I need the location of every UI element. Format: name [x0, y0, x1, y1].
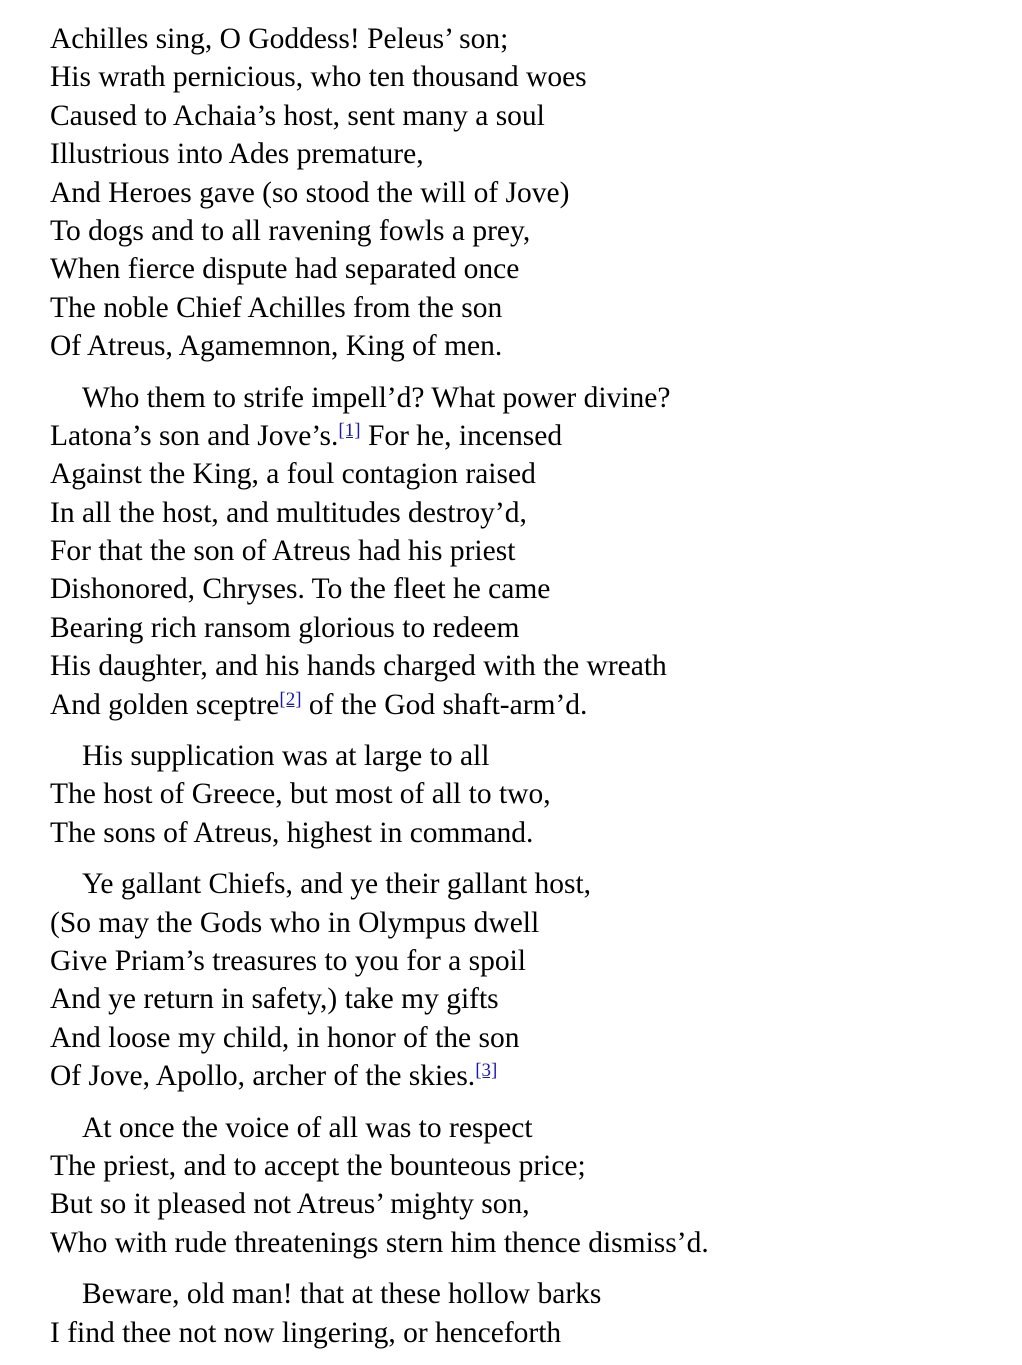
stanza-3 [50, 737, 990, 852]
footnote-link-1[interactable]: [1] [338, 419, 361, 441]
poem-line: His daughter, and his hands charged with the wreath [50, 650, 667, 683]
poem-line: His wrath pernicious, who ten thousand woes [50, 61, 587, 94]
poem-line: And ye return in safety,) take my gifts [50, 983, 499, 1016]
poem-line: And Heroes gave (so stood the will of Jove) [50, 176, 570, 209]
line-text: Of Jove, Apollo, archer of the skies. [50, 1060, 476, 1093]
poem-line: Who them to strife impell’d? What power divine? [82, 381, 671, 414]
poem-body [50, 20, 990, 1365]
line-text: Latona’s son and Jove’s. [50, 419, 339, 452]
line-text: And golden sceptre [50, 688, 280, 721]
footnote-link-2[interactable]: [2] [279, 688, 302, 710]
poem-line: For that the son of Atreus had his priest [50, 535, 516, 568]
poem-line: (So may the Gods who in Olympus dwell [50, 906, 540, 939]
poem-line: The noble Chief Achilles from the son [50, 291, 503, 324]
poem-line-with-footnote [50, 686, 990, 724]
poem-line: Illustrious into Ades premature, [50, 138, 424, 171]
footnote-link-3[interactable]: [3] [475, 1060, 498, 1082]
poem-line: The host of Greece, but most of all to two, [50, 778, 551, 811]
poem-line: The priest, and to accept the bounteous price; [50, 1149, 586, 1182]
poem-line: But so it pleased not Atreus’ mighty son, [50, 1188, 530, 1221]
poem-line: The sons of Atreus, highest in command. [50, 816, 534, 849]
poem-line: I find thee not now lingering, or henceforth [50, 1316, 562, 1349]
poem-line: In all the host, and multitudes destroy’d, [50, 496, 527, 529]
poem-line: Who with rude threatenings stern him thence dismiss’d. [50, 1226, 709, 1259]
stanza-5 [50, 1109, 990, 1263]
stanza-2 [50, 379, 990, 725]
poem-line: Give Priam’s treasures to you for a spoil [50, 944, 527, 977]
poem-line-with-footnote [50, 1057, 990, 1095]
poem-line: And loose my child, in honor of the son [50, 1021, 520, 1054]
stanza-1 [50, 20, 990, 366]
poem-line: Beware, old man! that at these hollow barks [82, 1278, 602, 1311]
poem-line: Ye gallant Chiefs, and ye their gallant host, [82, 868, 592, 901]
poem-line: His supplication was at large to all [82, 740, 490, 773]
poem-line: Caused to Achaia’s host, sent many a soul [50, 99, 545, 132]
stanza-6 [50, 1275, 990, 1352]
line-text: For he, incensed [360, 419, 563, 452]
poem-line: Achilles sing, O Goddess! Peleus’ son; [50, 23, 509, 55]
poem-line-with-footnote [50, 417, 990, 455]
poem-line: Dishonored, Chryses. To the fleet he came [50, 573, 551, 606]
stanza-4 [50, 865, 990, 1095]
poem-line: To dogs and to all ravening fowls a prey, [50, 214, 531, 247]
line-text: of the God shaft-arm’d. [301, 688, 588, 721]
poem-line: Against the King, a foul contagion raised [50, 458, 536, 491]
poem-line: When fierce dispute had separated once [50, 253, 520, 286]
poem-line: At once the voice of all was to respect [82, 1111, 533, 1144]
poem-line: Bearing rich ransom glorious to redeem [50, 611, 520, 644]
poem-line: Of Atreus, Agamemnon, King of men. [50, 330, 503, 363]
